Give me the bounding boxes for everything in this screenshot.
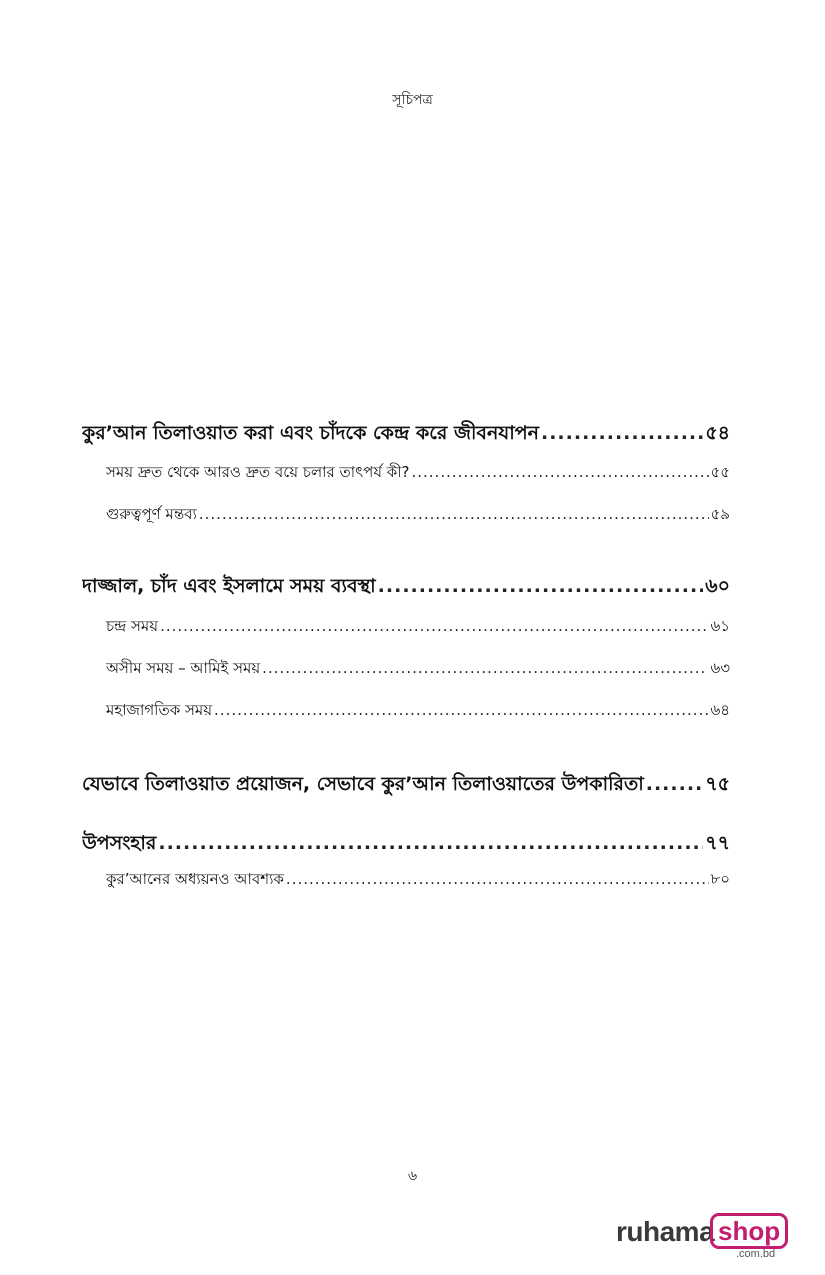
dot-leader — [262, 657, 708, 679]
ruhamashop-logo — [616, 1212, 786, 1260]
toc-entry-page: ৬৪ — [710, 701, 730, 719]
dot-leader — [646, 771, 704, 797]
toc-entry-title: সময় দ্রুত থেকে আরও দ্রুত বয়ে চলার তাৎপর্য কী? — [106, 463, 410, 481]
toc-entry-title: কুর’আনের অধ্যয়নও আবশ্যক — [106, 870, 284, 888]
toc-entry-title: কুর’আন তিলাওয়াত করা এবং চাঁদকে কেন্দ্র করে জীবনযাপন — [82, 422, 539, 444]
toc-section-entry[interactable] — [82, 657, 730, 679]
toc-entry-page: ৬৩ — [710, 659, 730, 677]
toc-section-entry[interactable] — [82, 461, 730, 483]
toc-entry-page: ৬১ — [710, 617, 730, 635]
logo-domain-text: .com.bd — [736, 1248, 776, 1260]
toc-entry-page: ৮০ — [710, 870, 730, 888]
toc-section-entry[interactable] — [82, 503, 730, 525]
dot-leader — [411, 461, 708, 483]
toc-entry-title: উপসংহার — [82, 832, 157, 854]
toc-entry-page: ৫৪ — [705, 422, 730, 444]
toc-chapter-entry[interactable] — [82, 573, 730, 599]
toc-chapter-entry[interactable] — [82, 771, 730, 797]
toc-section-entry[interactable] — [82, 615, 730, 637]
toc-entry-page: ৭৫ — [705, 773, 730, 795]
toc-section-entry[interactable] — [82, 699, 730, 721]
dot-leader — [158, 830, 703, 856]
toc-entry-page: ৭৭ — [705, 832, 730, 854]
logo-brand-text: ruhama — [616, 1216, 715, 1247]
toc-entry-title: চন্দ্র সময় — [106, 617, 159, 635]
toc-entry-page: ৫৫ — [710, 463, 730, 481]
dot-leader — [378, 573, 704, 599]
dot-leader — [214, 699, 708, 721]
toc-entry-title: দাজ্জাল, চাঁদ এবং ইসলামে সময় ব্যবস্থা — [82, 575, 376, 597]
dot-leader — [286, 868, 709, 890]
table-of-contents — [82, 420, 730, 890]
toc-chapter-entry[interactable] — [82, 830, 730, 856]
toc-entry-page: ৫৯ — [710, 505, 730, 523]
running-head: সূচিপত্র — [392, 92, 433, 108]
toc-entry-title: মহাজাগতিক সময় — [106, 701, 213, 719]
toc-entry-title: যেভাবে তিলাওয়াত প্রয়োজন, সেভাবে কুর’আন তিলাওয়াতের উপকারিতা — [82, 773, 644, 795]
logo-shop-badge: shop — [710, 1213, 788, 1249]
toc-entry-title: অসীম সময় – আমিই সময় — [106, 659, 261, 677]
toc-chapter-entry[interactable] — [82, 420, 730, 446]
dot-leader — [160, 615, 708, 637]
page-number: ৬ — [407, 1168, 418, 1184]
toc-entry-title: গুরুত্বপূর্ণ মন্তব্য — [106, 505, 197, 523]
toc-section-entry[interactable] — [82, 868, 730, 890]
dot-leader — [199, 503, 709, 525]
toc-entry-page: ৬০ — [705, 575, 730, 597]
dot-leader — [541, 420, 703, 446]
